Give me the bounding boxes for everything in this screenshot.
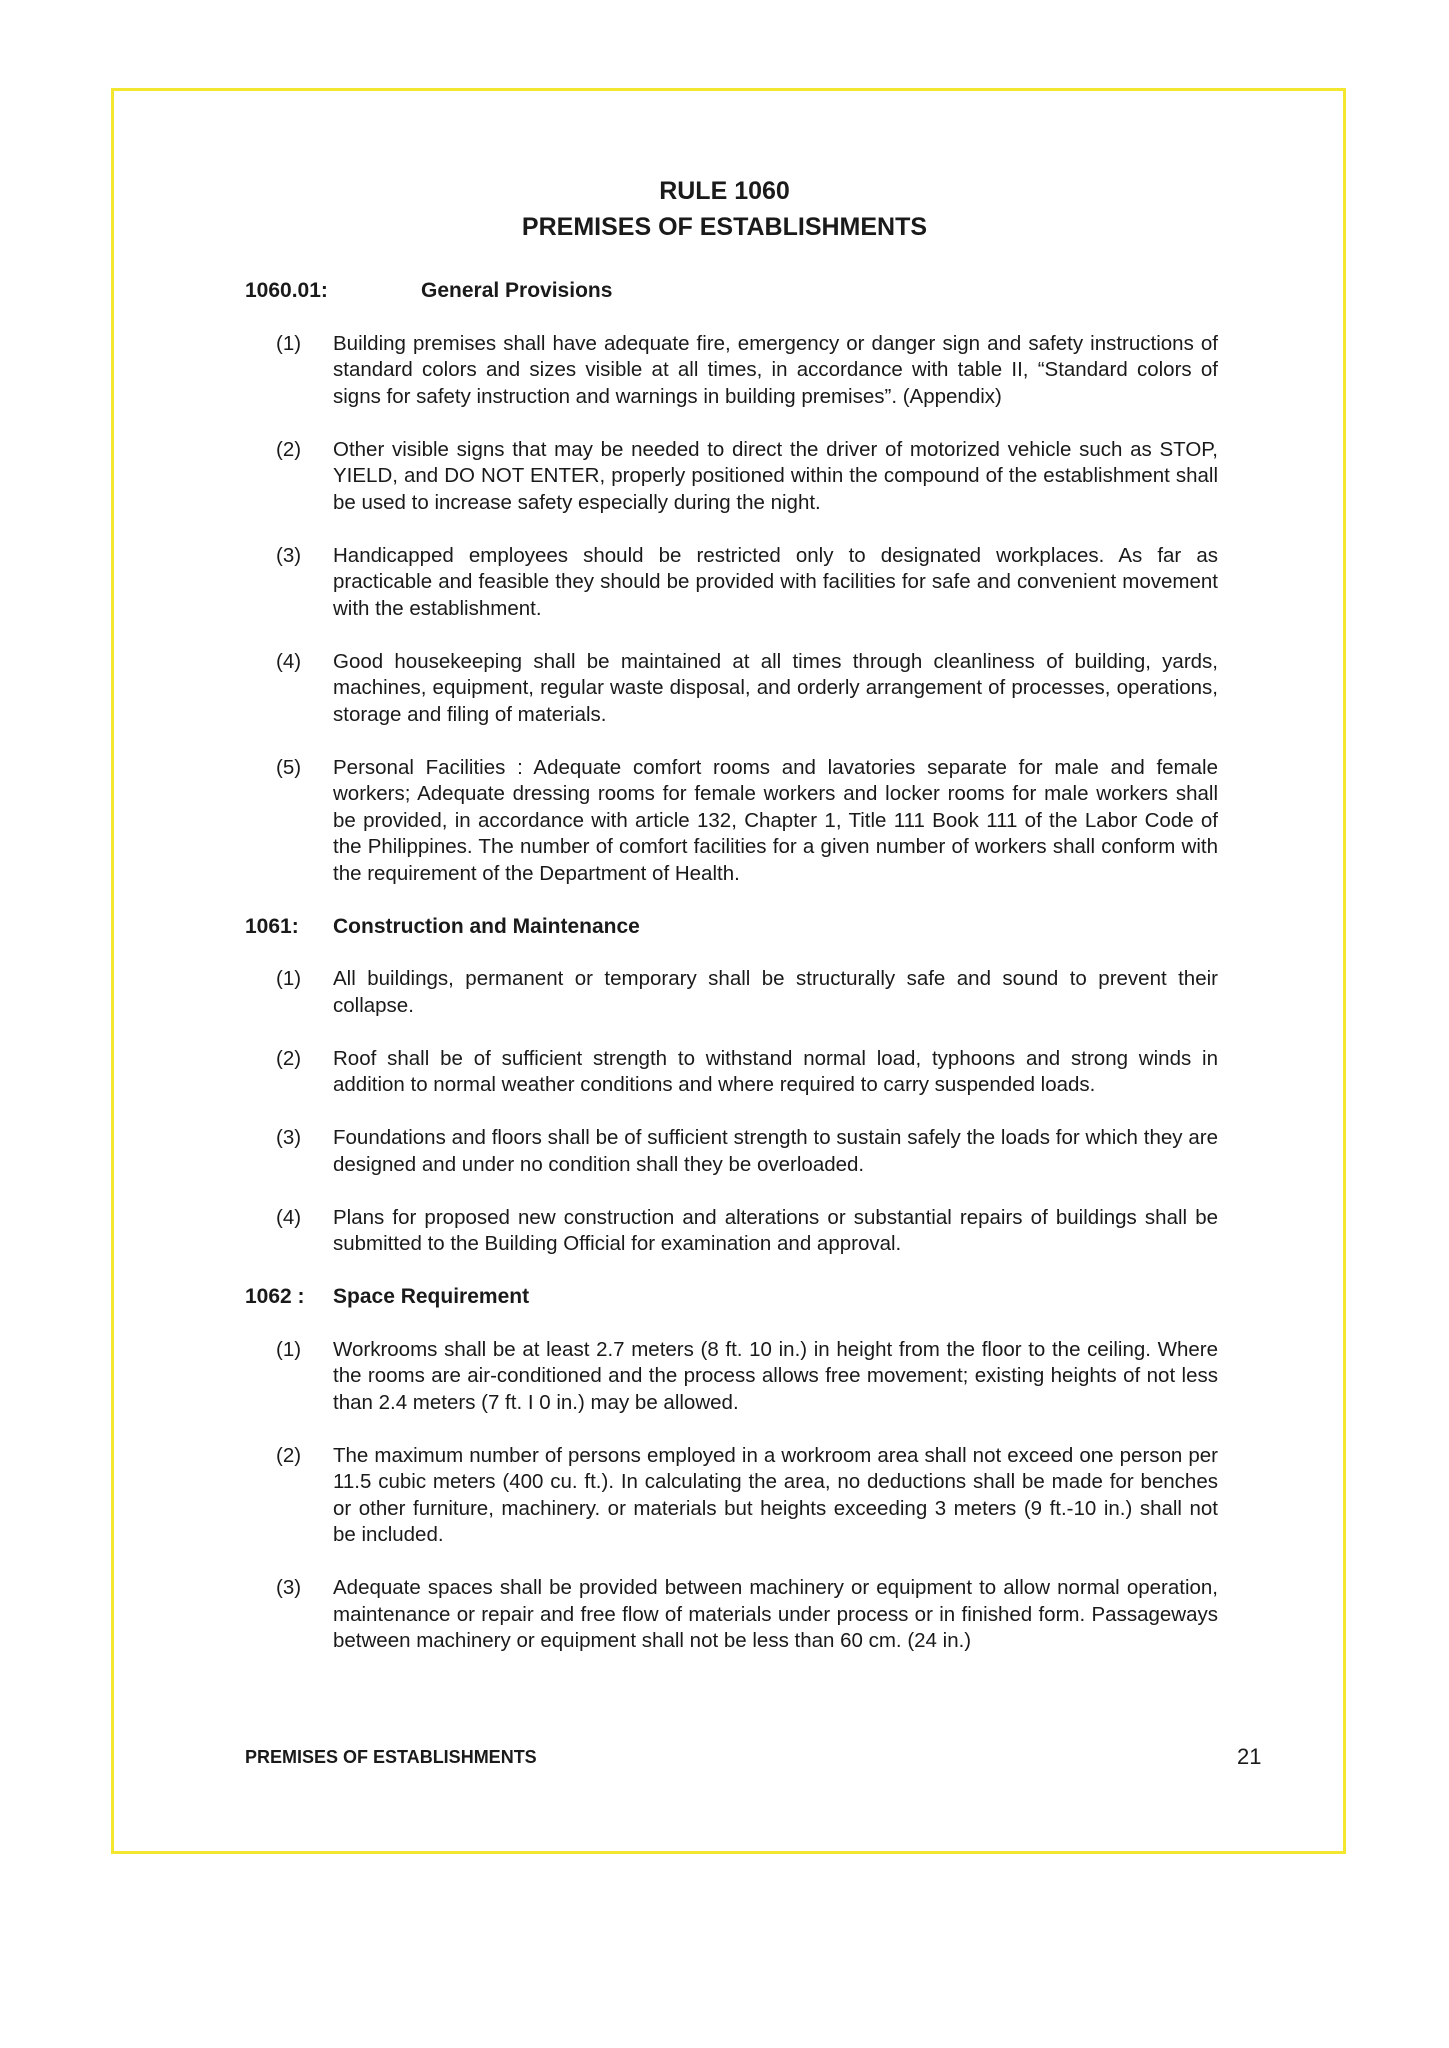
section-number: 1062 : bbox=[245, 1285, 305, 1308]
item-text: The maximum number of persons employed in a workroom area shall not exceed one person per 11.5 cubic meters (400 cu. ft.). In calculating the area, no deductions shall be made for benches or other furniture, machinery. or materials but heights exceeding 3 meters (9 ft.-10 in.) shall not be included. bbox=[333, 1443, 1218, 1546]
list-item bbox=[245, 1443, 1218, 1549]
list-item bbox=[245, 755, 1218, 888]
section-heading-1062 bbox=[245, 1284, 1218, 1311]
section-title: General Provisions bbox=[421, 279, 613, 302]
item-marker: (3) bbox=[276, 1576, 302, 1599]
item-text: Personal Facilities : Adequate comfort rooms and lavatories separate for male and female workers; Adequate dressing rooms for female workers and locker rooms for male workers shall be provided, in accordance with article 132, Chapter 1, Title 111 Book 111 of the Labor Code of the Philippines. The number of comfort facilities for a given number of workers shall conform with the requirement of the Department of Health. bbox=[333, 755, 1218, 885]
item-marker: (2) bbox=[276, 1046, 302, 1070]
document-body bbox=[245, 278, 1218, 1681]
list-item bbox=[245, 1205, 1218, 1258]
item-marker: (1) bbox=[276, 967, 302, 990]
item-marker: (2) bbox=[276, 1443, 302, 1467]
section-heading-1061 bbox=[245, 914, 1218, 941]
item-marker: (1) bbox=[276, 1337, 302, 1361]
section-number: 1061: bbox=[245, 914, 299, 938]
item-text: Adequate spaces shall be provided between machinery or equipment to allow normal operation, maintenance or repair and free flow of materials under process or in finished form. Passageways between machinery or equipment shall not be less than 60 cm. (24 in.) bbox=[333, 1576, 1218, 1652]
list-item bbox=[245, 1125, 1218, 1178]
item-text: Building premises shall have adequate fire, emergency or danger sign and safety instructions of standard colors and sizes visible at all times, in accordance with table II, “Standard colors of signs for safety instruction and warnings in building premises”. (Appendix) bbox=[333, 331, 1218, 408]
title-rule-name: PREMISES OF ESTABLISHMENTS bbox=[521, 213, 928, 241]
item-marker: (5) bbox=[276, 755, 302, 779]
list-item bbox=[245, 1046, 1218, 1099]
item-text: Roof shall be of sufficient strength to withstand normal load, typhoons and strong winds in addition to normal weather conditions and where required to carry suspended loads. bbox=[333, 1046, 1218, 1096]
section-title: Space Requirement bbox=[333, 1285, 530, 1308]
item-marker: (1) bbox=[276, 331, 302, 355]
page-number: 21 bbox=[1237, 1744, 1262, 1769]
item-text: Good housekeeping shall be maintained at all times through cleanliness of building, yards, machines, equipment, regular waste disposal, and orderly arrangement of processes, operations, storage and filing of materials. bbox=[333, 649, 1218, 726]
list-item bbox=[245, 1575, 1218, 1655]
title-rule-number: RULE 1060 bbox=[659, 177, 790, 205]
page-title bbox=[0, 173, 1449, 245]
item-marker: (3) bbox=[276, 543, 302, 567]
item-text: Plans for proposed new construction and alterations or substantial repairs of buildings shall be submitted to the Building Official for examination and approval. bbox=[333, 1205, 1218, 1255]
section-title: Construction and Maintenance bbox=[333, 914, 640, 938]
list-item bbox=[245, 649, 1218, 729]
item-marker: (4) bbox=[276, 1205, 302, 1229]
list-item bbox=[245, 331, 1218, 411]
list-item bbox=[245, 1337, 1218, 1417]
item-text: All buildings, permanent or temporary shall be structurally safe and sound to prevent their collapse. bbox=[333, 967, 1218, 1017]
item-marker: (4) bbox=[276, 649, 302, 673]
section-number: 1060.01: bbox=[245, 279, 328, 302]
section-heading-1060-01 bbox=[245, 278, 1218, 305]
list-item bbox=[245, 543, 1218, 623]
list-item bbox=[245, 966, 1218, 1019]
footer-running-title: PREMISES OF ESTABLISHMENTS bbox=[245, 1747, 537, 1767]
item-text: Handicapped employees should be restricted only to designated workplaces. As far as practicable and feasible they should be provided with facilities for safe and convenient movement with the establishment. bbox=[333, 543, 1218, 620]
list-item bbox=[245, 437, 1218, 517]
item-text: Other visible signs that may be needed to direct the driver of motorized vehicle such as STOP, YIELD, and DO NOT ENTER, properly positioned within the compound of the establishment shall be used to increase safety especially during the night. bbox=[333, 437, 1218, 514]
item-marker: (2) bbox=[276, 437, 302, 461]
item-text: Workrooms shall be at least 2.7 meters (8 ft. 10 in.) in height from the floor to the ceiling. Where the rooms are air-conditioned and the process allows free movement; existing heights of not less than 2.4 meters (7 ft. I 0 in.) may be allowed. bbox=[333, 1337, 1218, 1414]
item-text: Foundations and floors shall be of sufficient strength to sustain safely the loads for which they are designed and under no condition shall they be overloaded. bbox=[333, 1126, 1218, 1176]
item-marker: (3) bbox=[276, 1126, 302, 1149]
